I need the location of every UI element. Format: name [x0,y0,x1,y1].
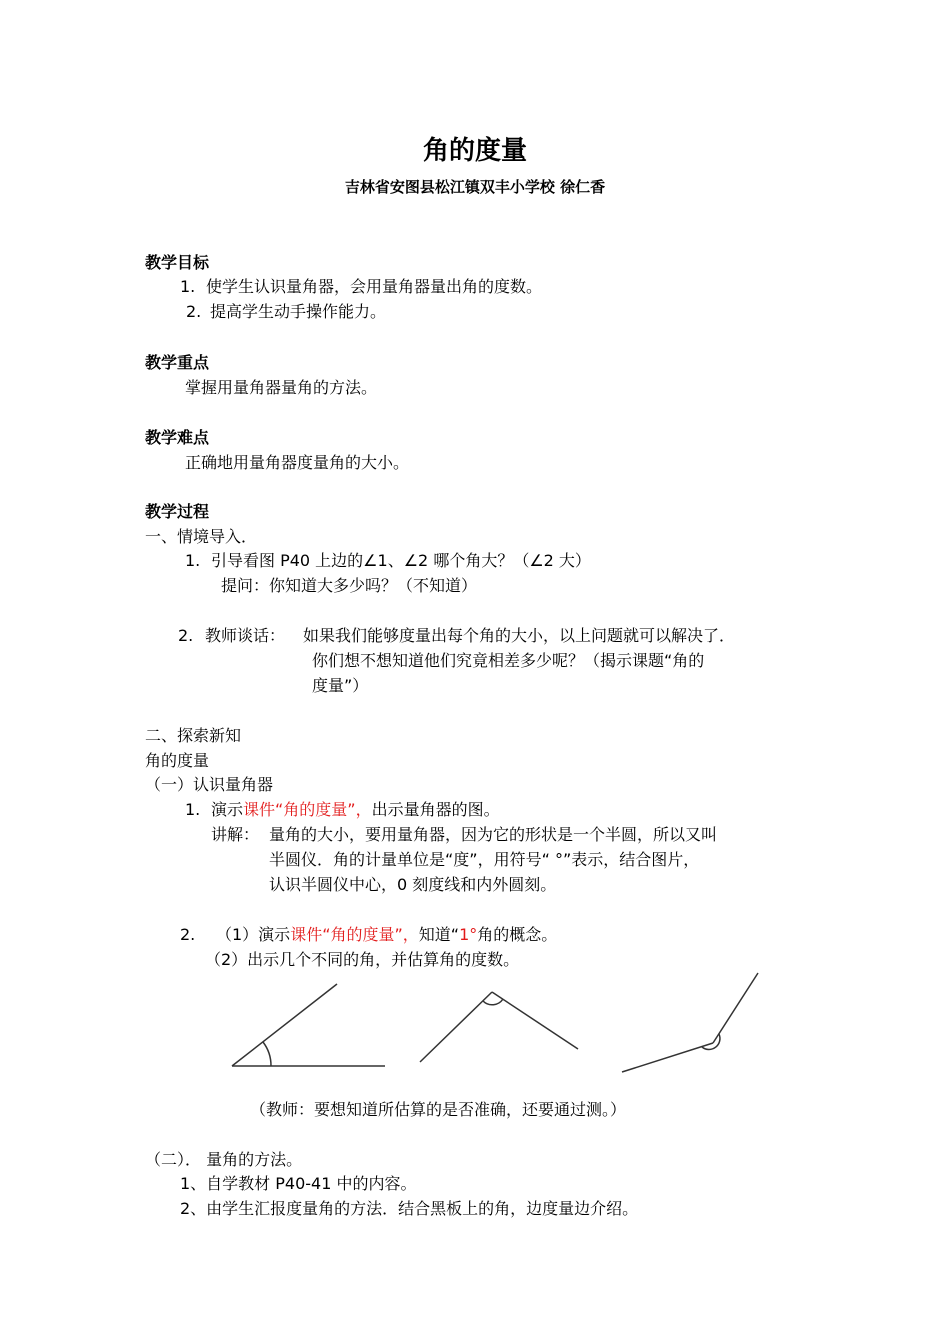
part2-subtitle: 角的度量 [145,751,210,770]
part1-item2-line3: 度量”） [312,676,369,695]
part1-item1-number: 1. [185,551,201,570]
angle-acute [232,984,385,1066]
explain-label: 讲解： [211,825,260,844]
courseware-link-2: 课件“角的度量”， [290,925,419,944]
section1-item2-number: 2. [180,925,196,944]
section1-item2-pre: （1）演示 [216,925,291,944]
page-title: 角的度量 [422,136,527,166]
section2-title: （二）． 量角的方法。 [145,1150,303,1169]
section1-item2-post-b: 角的概念。 [477,925,558,944]
part1-item2-line1: 如果我们能够度量出每个角的大小，以上问题就可以解决了． [303,626,736,645]
part1-item1-text: 引导看图 P40 上边的∠1、∠2 哪个角大？（∠2 大） [211,551,591,570]
heading-key-points: 教学重点 [145,353,210,372]
author-line: 吉林省安图县松江镇双丰小学校 徐仁香 [344,178,606,196]
part2-title: 二、探索新知 [145,726,242,745]
goal-item-1: 使学生认识量角器，会用量角器量出角的度数。 [206,277,543,296]
key-points-text: 掌握用量角器量角的方法。 [185,378,378,397]
section1-item2-line2: （2）出示几个不同的角，并估算角的度数。 [205,950,520,969]
method-item-1: 1、自学教材 P40-41 中的内容。 [180,1174,417,1193]
section1-item2-post-a: 知道“ [418,925,460,944]
angle-reflex-like [622,973,758,1072]
section1-item1-pre: 演示 [211,800,244,819]
part1-item2-line2: 你们想不想知道他们究竟相差多少呢？（揭示课题“角的 [312,651,705,670]
part1-title: 一、情境导入． [145,527,258,546]
section1-item1-post: 出示量角器的图。 [371,800,500,819]
part1-item2-number: 2. [178,626,194,645]
goal-item-2-number: 2. [186,302,202,321]
courseware-link-1: 课件“角的度量”， [243,800,372,819]
explain-line2: 半圆仪．角的计量单位是“度”，用符号“ °”表示，结合图片， [269,850,700,869]
section1-item1-number: 1. [185,800,201,819]
teacher-note: （教师：要想知道所估算的是否准确，还要通过测。） [250,1100,627,1119]
heading-goals: 教学目标 [145,253,210,272]
heading-difficulty: 教学难点 [145,428,210,447]
one-degree-text: 1° [459,925,478,944]
part1-item2-label: 教师谈话： [205,626,286,645]
heading-process: 教学过程 [145,502,210,521]
method-item-2: 2、由学生汇报度量角的方法．结合黑板上的角，边度量边介绍。 [180,1199,639,1218]
section1-title: （一）认识量角器 [145,775,274,794]
goal-item-1-number: 1. [180,277,196,296]
explain-line1: 量角的大小，要用量角器，因为它的形状是一个半圆，所以又叫 [269,825,718,844]
explain-line3: 认识半圆仪中心，0 刻度线和内外圆刻。 [269,875,557,894]
part1-item1-question: 提问：你知道大多少吗？（不知道） [221,576,478,595]
difficulty-text: 正确地用量角器度量角的大小。 [185,453,410,472]
goal-item-2: 提高学生动手操作能力。 [210,302,387,321]
angle-obtuse [420,992,578,1062]
